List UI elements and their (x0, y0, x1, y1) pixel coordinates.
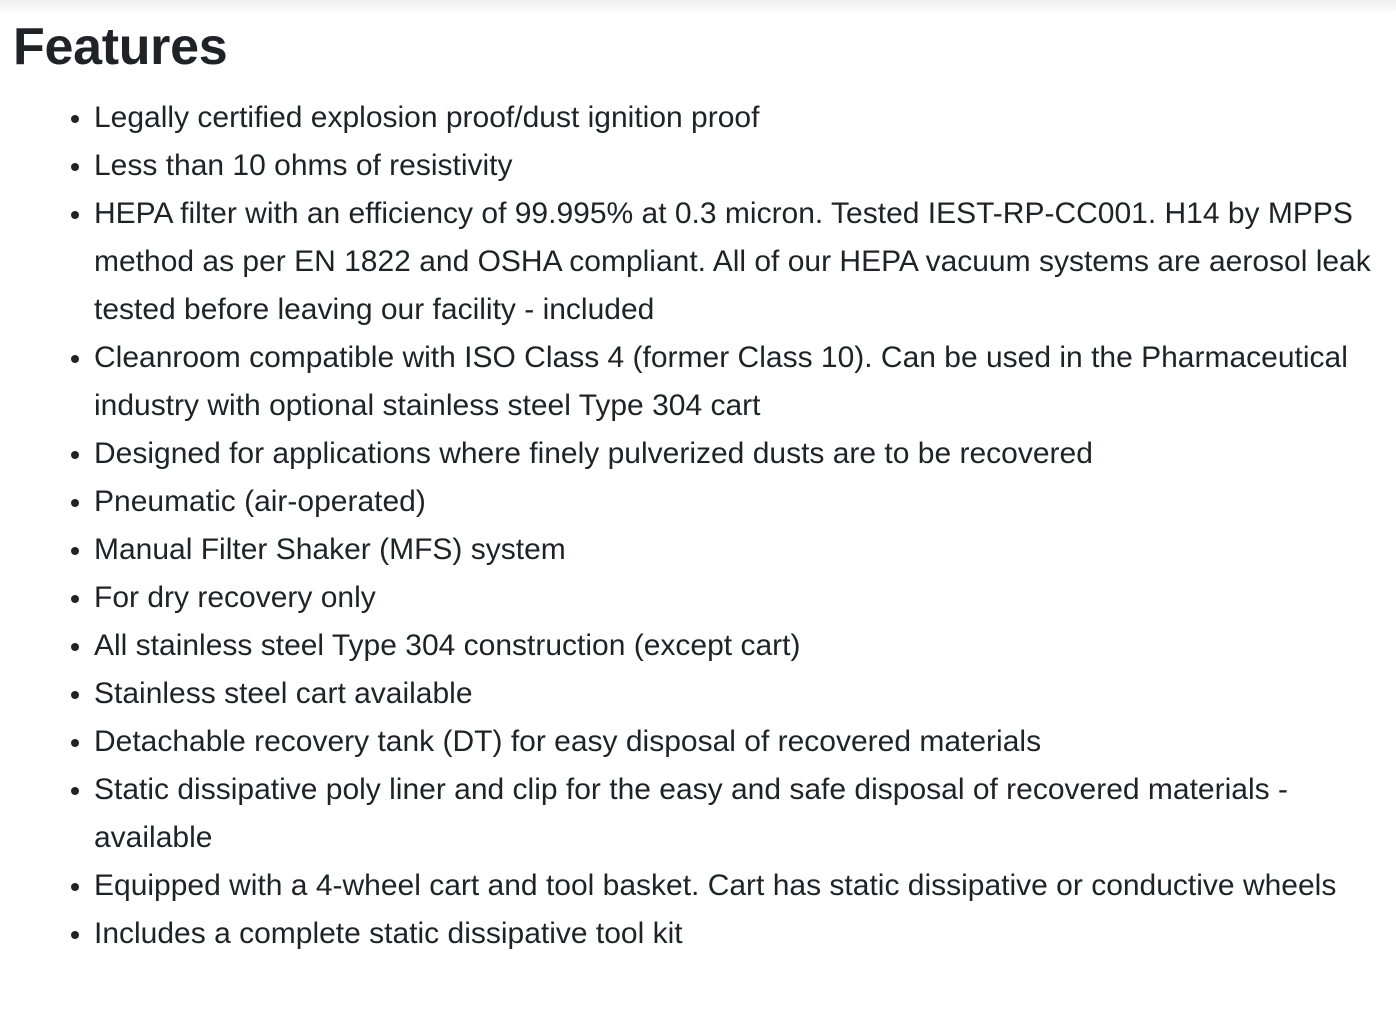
list-item: • Manual Filter Shaker (MFS) system (94, 526, 1383, 574)
list-item: • Includes a complete static dissipative tool kit (94, 910, 1383, 958)
section-heading: Features (13, 18, 228, 76)
list-item: • Detachable recovery tank (DT) for easy disposal of recovered materials (94, 718, 1383, 766)
list-item: • Stainless steel cart available (94, 670, 1383, 718)
list-item: • Less than 10 ohms of resistivity (94, 142, 1383, 190)
list-item: • For dry recovery only (94, 574, 1383, 622)
feature-list (13, 94, 1383, 958)
list-item: • Designed for applications where finely pulverized dusts are to be recovered (94, 430, 1383, 478)
list-item: • Static dissipative poly liner and clip for the easy and safe disposal of recovered materials - available (94, 766, 1383, 862)
list-item: • Equipped with a 4-wheel cart and tool basket. Cart has static dissipative or conductive wheels (94, 862, 1383, 910)
list-item: • Pneumatic (air-operated) (94, 478, 1383, 526)
list-item: • All stainless steel Type 304 construction (except cart) (94, 622, 1383, 670)
list-item: • Legally certified explosion proof/dust ignition proof (94, 94, 1383, 142)
list-item: • HEPA filter with an efficiency of 99.995% at 0.3 micron. Tested IEST-RP-CC001. H14 by MPPS method as per EN 1822 and OSHA compliant. All of our HEPA vacuum systems are aerosol leak tested before leaving our facility - included (94, 190, 1383, 334)
features-section (13, 12, 1383, 958)
list-item: • Cleanroom compatible with ISO Class 4 (former Class 10). Can be used in the Pharmaceutical industry with optional stainless steel Type 304 cart (94, 334, 1383, 430)
